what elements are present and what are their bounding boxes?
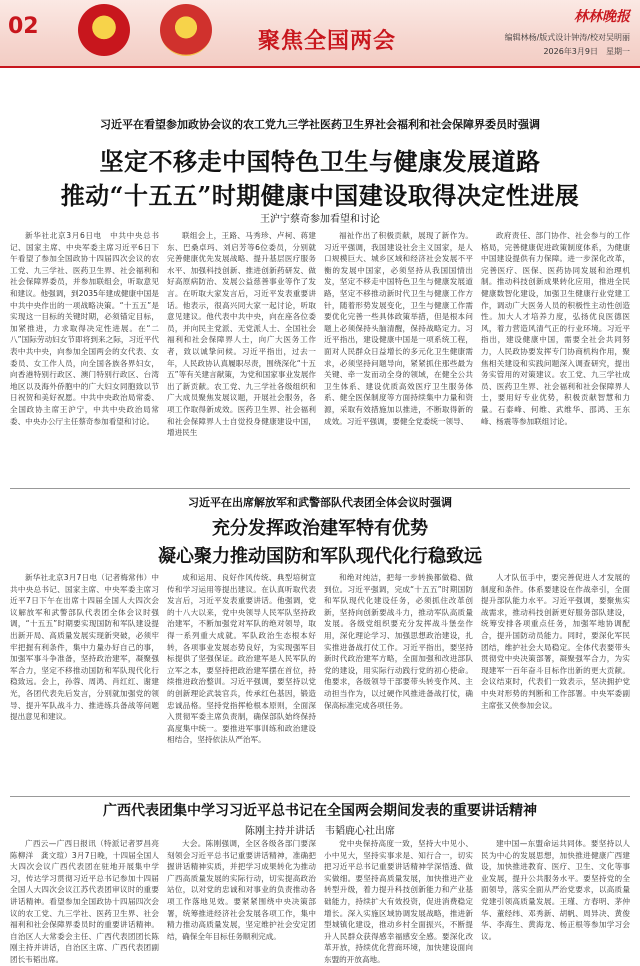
article-1-kicker: 习近平在看望参加政协会议的农工党九三学社医药卫生界社会福利和社会保障界委员时强调 xyxy=(100,118,540,131)
divider xyxy=(10,488,630,489)
editor-line: 编辑林杨/版式设计钟涛/校对吴明丽 xyxy=(504,33,630,42)
article-2-col: 和绝对纯洁，把每一步转换都做稳、做到位。习近平强调，完成“十五五”时期国防和军队现代化建设任务，必须抓住改革创新，坚持向创新要战斗力，推动军队高质量发展。各级党组织要充分发挥战斗堡垒作用，深化理论学习、加强思想政治建设，扎实推进备战打仗工作。习近平指出，要坚持新时代政治建军方略，全面加强和改进部队党的建设，用实际行动践行党的初心使命。他要求，各级领导干部要带头转变作风、主动担当作为，以过硬作风推进备战打仗，确保高标准完成各项任务。 xyxy=(324,573,473,710)
article-2-kicker: 习近平在出席解放军和武警部队代表团全体会议时强调 xyxy=(188,496,452,509)
section-title: 聚焦全国两会 xyxy=(258,28,397,54)
article-2-col: 新华社北京3月7日电（记者梅常伟）中共中央总书记、国家主席、中央军委主席习近平7日下午在出席十四届全国人大四次会议解放军和武警部队代表团全体会议时强调，“十五五”时期要实现国防和军队建设提出新开局、高质量发展实现新突破，必须牢牢把握有利条件，集中力量办好自己的事，加强军事斗争准备，坚持政治建军，凝聚强军合力，坚定不移推动国防和军队现代化行稳致远。会上，孙蓉、周鸿、肖红红、谢建光，各团代表先后发言，分别就加强党的领导、提升军队战斗力、推进练兵备战等问题提出意见和建议。 xyxy=(10,573,159,722)
masthead xyxy=(0,0,640,68)
article-1-title-2: 推动“十五五”时期健康中国建设取得决定性进展 xyxy=(60,181,580,210)
page-number: 02 xyxy=(8,14,39,39)
article-2-col: 成和运用、良好作风传统、典型培树宣传和学习运用等提出建议。在认真听取代表发言后，习近平发表重要讲话。他强调，党的十八大以来，党中央领导人民军队坚持政治建军，不断加强党对军队的绝对领导，取得一系列重大成就。军队政治生态根本好转，各项事业发展态势良好，为实现强军目标提供了坚强保证。政治建军是人民军队的立军之本，要坚持把政治建军摆在首位，持续推进政治整训。习近平强调，要坚持以党的创新理论武装官兵，传承红色基因，锻造忠诚品格。坚持党指挥枪根本原则，全面深入贯彻军委主席负责制，确保部队始终保持高度集中统一。要推进军事训练和政治建设相结合，坚持依法从严治军。 xyxy=(167,573,316,745)
article-1-col: 福祉作出了积极贡献，展现了新作为。习近平强调，我国建设社会主义国家，是人口规模巨大、城乡区域和经济社会发展不平衡的发展中国家，必须坚持从我国国情出发，坚定不移走中国特色卫生与健康发展道路，坚定不移推动新时代卫生与健康工作方针，随着形势发展变化，卫生与健康工作需要优化完善一些具体政策举措，但是根本问题上必须保持头脑清醒，保持战略定力。习近平指出，建设健康中国是一项系统工程，面对人民群众日益增长的多元化卫生健康需求，必须坚持问题导向，紧紧抓住那些最为关键、牵一发而动全身的领域，在健全公共卫生体系、建设优质高效医疗卫生服务体系、健全医保制度等方面持续集中力量和资源，采取有效措施加以推进，不断取得新的成效。习近平强调，要健全党委统一领导、 xyxy=(324,231,473,426)
divider xyxy=(10,796,630,797)
article-3-col: 建中国—东盟命运共同体。要坚持以人民为中心的发展思想，加快推进健康广西建设，加快推进教育、医疗、卫生、文化等事业发展，提升公共服务水平。要坚持党的全面领导，落实全面从严治党要求，以高质量党建引领高质量发展。王瑾、方春明、茅仲华、董经纬、邓秀新、胡帆、周异决、黄俊华、李海生、黄海龙、杨正根等参加学习会议。 xyxy=(481,839,630,941)
article-1-subtitle: 王沪宁蔡奇参加看望和讨论 xyxy=(260,214,380,225)
date-line: 2026年3月9日 星期一 xyxy=(543,47,630,56)
article-3-title: 广西代表团集中学习习近平总书记在全国两会期间发表的重要讲话精神 xyxy=(103,803,537,819)
national-emblem-icon xyxy=(78,4,130,56)
article-2-body xyxy=(10,572,630,790)
article-1-body xyxy=(10,230,630,480)
article-2-title-1: 充分发挥政治建军特有优势 xyxy=(212,518,428,539)
cppcc-emblem-icon xyxy=(160,4,212,56)
article-3-subtitle: 陈刚主持并讲话 韦韬鹿心社出席 xyxy=(245,826,395,837)
article-3-col: 广西云—广西日报讯（特派记者罗昌亮 陈柳洋 龚文瑄）3月7日晚，十四届全国人大四次会议广西代表团在驻地开展集中学习，传达学习贯彻习近平总书记参加十四届全国人大四次会议江苏代表团审议时的重要讲话精神。看望参加全国政协十四届四次会议的农工党、九三学社、医药卫生界、社会福利和社会保障界委员时的重要讲话精神。自治区人大常委会主任、广西代表团团长陈刚主持并讲话，自治区主席、广西代表团副团长韦韬出席。 xyxy=(10,839,167,964)
article-1-col: 政府责任、部门协作、社会参与的工作格局，完善健康促进政策制度体系，为健康中国建设提供有力保障。进一步深化改革，完善医疗、医保、医药协同发展和治理机制。推动科技创新成果转化应用，推进全民健康数智化建设，加强卫生健康行业党建工作，调动广大医务人员的积极性主动性创造性。加大人才培养力度，弘扬优良医德医风，着力营造风清气正的行业环境。习近平指出，建设健康中国，需要全社会共同努力，人民政协要发挥专门协商机构作用，聚焦相关建设和实践问题深入调查研究，提出务实管用的对策建议。农工党、九三学社成员、医药卫生界、社会福利和社会保障界人士，要用好专业优势，积极贡献智慧和力量。石泰峰、何维、武维华、邵鸿、王东峰、杨震等参加联组讨论。 xyxy=(481,231,630,426)
article-2-col: 人才队伍手中，要完善促进人才发展的制度和条件。体系要建设在作战牵引，全面提升部队能力水平。习近平强调，要聚焦实战需求，推动科技创新更好服务部队建设，统筹安排各项重点任务，加强军地协调配合，提升国防动员能力。同时，要深化军民团结，维护社会大局稳定。全体代表要带头贯彻党中央决策部署，凝聚强军合力，为实现建军一百年奋斗目标作出新的更大贡献。会议结束时，代表们一致表示，坚决拥护党中央对形势的判断和工作部署。中央军委副主席张又侠参加会议。 xyxy=(481,573,630,710)
paper-name: 林林晚报 xyxy=(574,9,630,25)
article-2-title-2: 凝心聚力推动国防和军队现代化行稳致远 xyxy=(158,546,482,567)
article-1-title-1: 坚定不移走中国特色卫生与健康发展道路 xyxy=(99,147,541,176)
article-3-body xyxy=(10,838,630,964)
article-3-col: 大会。陈刚强调，全区各级各部门要深刻领会习近平总书记重要讲话精神，准确把握讲话精神实质，并把学习成果转化为推动广西高质量发展的实际行动，切实提高政治站位，以对党的忠诚和对事业的负责推动各项工作落地见效。要紧紧围绕中央决策部署，统筹推进经济社会发展各项工作，集中精力推动高质量发展，坚定维护社会安定团结，确保全年目标任务顺利完成。 xyxy=(167,839,316,941)
article-1-col: 新华社北京3月6日电 中共中央总书记、国家主席、中央军委主席习近平6日下午看望了参加全国政协十四届四次会议的农工党、九三学社、医药卫生界、社会福利和社会保障界委员，并参加联组会，听取意见和建议。他强调，到2035年建成健康中国是中共中央作出的一项战略决策。“十五五”是实现这一目标的关键时期，必须锚定目标，加紧推进，力求取得决定性进展。在“二八”国际劳动妇女节即将到来之际，习近平代表中共中央，向参加全国两会的女代表、女委员、女工作人员，向全国各族各界妇女，向香港特别行政区、澳门特别行政区、台湾地区以及海外侨胞中的广大妇女同胞致以节日祝贺和美好祝愿。中共中央政治局常委、全国政协主席王沪宁，中共中央政治局常委、中央办公厅主任蔡奇参加看望和讨论。 xyxy=(10,231,159,426)
article-1-col: 联组会上，王路、马秀珍、卢柯、蒋建东、巴桑卓玛、刘启芳等6位委员，分别就完善健康优先发展战略、提升基层医疗服务水平、加强科技创新、推进创新药研发、做好高原病防治、发展公益慈善事业等作了发言。在听取大家发言后，习近平发表重要讲话。他表示，很高兴同大家一起讨论，听取意见建议。他代表中共中央，向在座各位委员，并向民主党派、无党派人士、全国社会福利和社会保障界人士，向广大医务工作者，致以诚挚问候。习近平指出，过去一年，人民政协认真履职尽责，围绕深化“十五五”等有关建言献策，为党和国家事业发展作出了新贡献。农工党、九三学社各级组织和广大成员聚焦发展议题，开展社会服务，各项工作取得新成效。医药卫生界、社会福利和社会保障界人士自觉投身健康建设中国，增进民生 xyxy=(167,231,316,438)
article-3-col: 党中央保持高度一致，坚持大中见小、小中见大，坚持实事求是、知行合一，切实把习近平总书记重要讲话精神学深悟透、做实做细。要坚持高质量发展，加快推进产业转型升级，着力提升科技创新能力和产业基础能力，持续扩大有效投资，促进消费稳定增长。深入实施区域协调发展战略，推进新型城镇化建设，推动乡村全面振兴，不断提升人民群众获得感幸福感安全感。要深化改革开放，持续优化营商环境，加快建设面向东盟的开放高地。 xyxy=(324,839,473,964)
